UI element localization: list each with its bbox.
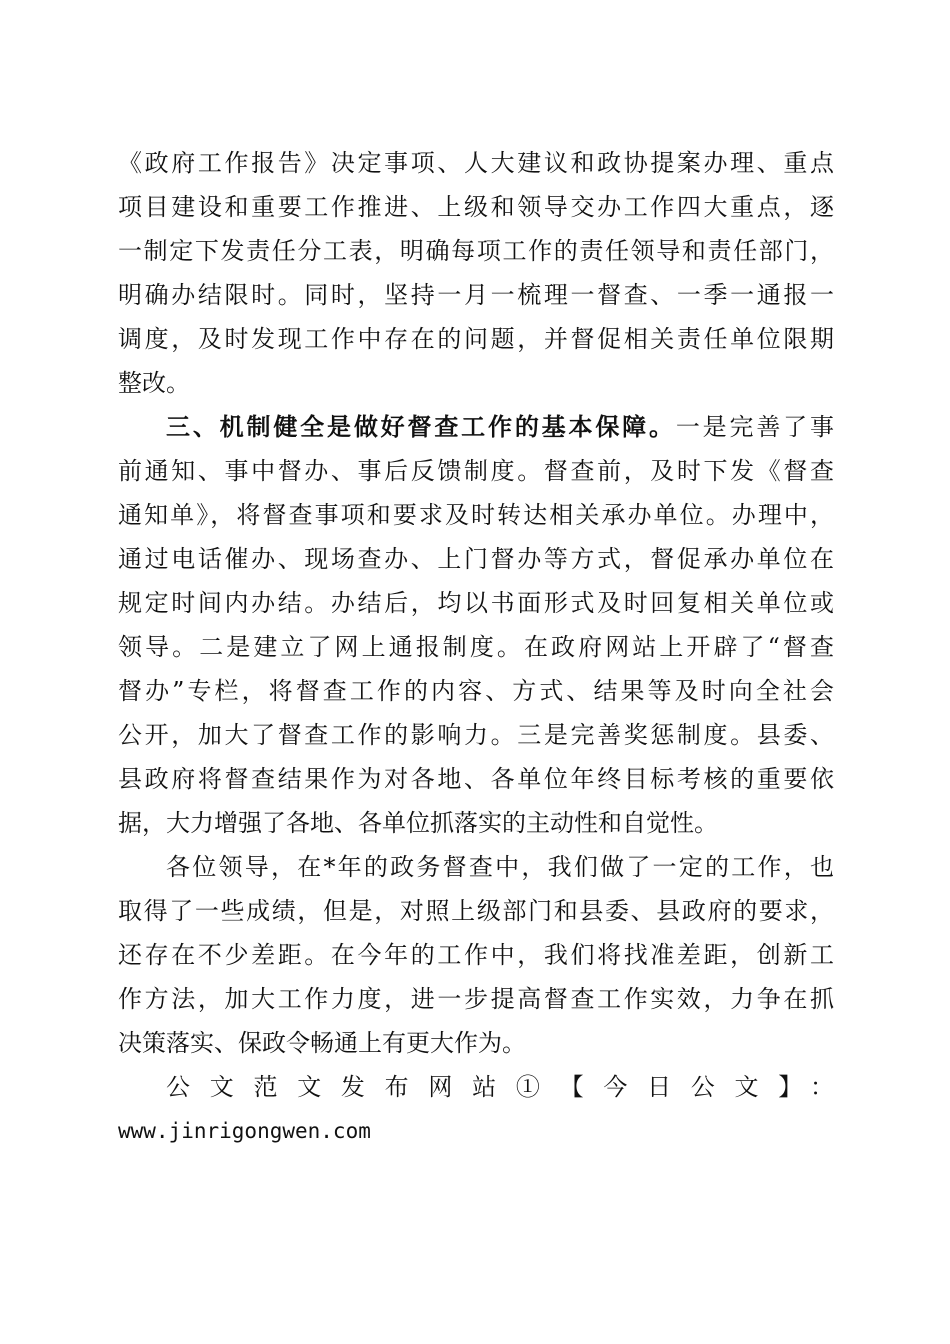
footer-url[interactable]: www.jinrigongwen.com [118, 1119, 371, 1143]
text-line: 领导。二是建立了网上通报制度。在政府网站上开辟了“督查 [118, 633, 834, 661]
footer-label: 公文范文发布网站①【今日公文】： [166, 1073, 834, 1101]
text-line: 规定时间内办结。办结后，均以书面形式及时回复相关单位或 [118, 589, 834, 617]
heading-line-rest: 一是完善了事 [675, 413, 835, 441]
text-line: 前通知、事中督办、事后反馈制度。督查前，及时下发《督查 [118, 457, 834, 485]
section-heading: 三、机制健全是做好督查工作的基本保障。 [166, 412, 676, 441]
text-line: 县政府将督查结果作为对各地、各单位年终目标考核的重要依 [118, 765, 834, 793]
paragraph-2 [118, 405, 834, 845]
document-page [118, 141, 834, 1153]
text-line: 通过电话催办、现场查办、上门督办等方式，督促承办单位在 [118, 545, 834, 573]
text-line: 取得了一些成绩，但是，对照上级部门和县委、县政府的要求， [118, 897, 834, 925]
paragraph-3 [118, 845, 834, 1065]
text-line: 作方法，加大工作力度，进一步提高督查工作实效，力争在抓 [118, 985, 834, 1013]
text-line: 调度，及时发现工作中存在的问题，并督促相关责任单位限期 [118, 325, 834, 353]
text-line: 公开，加大了督查工作的影响力。三是完善奖惩制度。县委、 [118, 721, 834, 749]
text-line: 督办”专栏，将督查工作的内容、方式、结果等及时向全社会 [118, 677, 834, 705]
text-line: 还存在不少差距。在今年的工作中，我们将找准差距，创新工 [118, 941, 834, 969]
text-line: 项目建设和重要工作推进、上级和领导交办工作四大重点，逐 [118, 193, 834, 221]
text-line: 《政府工作报告》决定事项、人大建议和政协提案办理、重点 [118, 149, 834, 177]
text-line: 整改。 [118, 369, 190, 397]
text-line [118, 405, 834, 449]
text-line: 据，大力增强了各地、各单位抓落实的主动性和自觉性。 [118, 809, 718, 837]
text-line: 明确办结限时。同时，坚持一月一梳理一督查、一季一通报一 [118, 281, 834, 309]
footer-source [118, 1065, 834, 1153]
text-line: 通知单》，将督查事项和要求及时转达相关承办单位。办理中， [118, 501, 834, 529]
paragraph-1 [118, 141, 834, 405]
text-line: 一制定下发责任分工表，明确每项工作的责任领导和责任部门， [118, 237, 834, 265]
text-line: 各位领导，在*年的政务督查中，我们做了一定的工作，也 [166, 853, 834, 881]
text-line: 决策落实、保政令畅通上有更大作为。 [118, 1029, 526, 1057]
